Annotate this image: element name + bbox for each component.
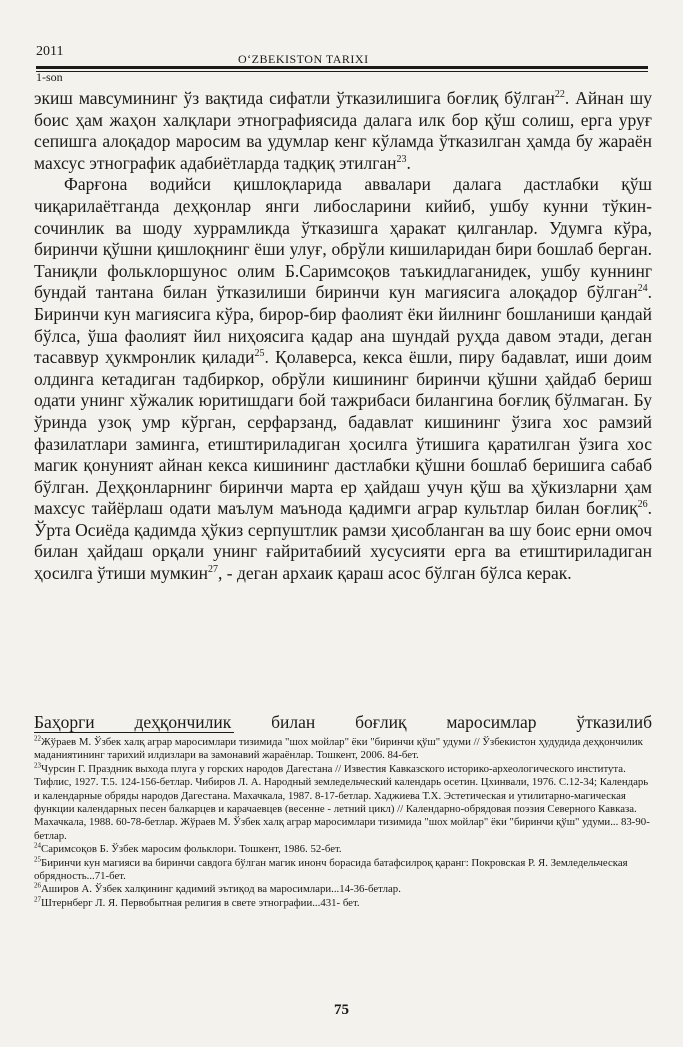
paragraph-2: Фарғона водийси қишлоқларида аввалари далага дастлабки қўш чиқарилаётганда деҳқонлар янги либосларини кийиб, ушбу кунни тўкин-сочинлик ва шоду хуррамликда ўтказишга ҳаракат қилганлар. Удумга кўра, биринчи қўшни қишлоқнинг ёши улуғ, обрўли кишиларидан бири бошлаб берган. Таниқли фольклоршунос олим Б.Саримсоқов таъкидлаганидек, ушбу куннинг бундай тантана билан ўтказилиши биринчи кун магиясига алоқадор бўлган$^{24}$. Биринчи кун магиясига кўра, бирор-бир фаолият ёки йилнинг бошланиши қандай бўлса, ўша фаолият йил ниҳоясига қадар ана шундай руҳда давом этади, деган тасаввур ҳукмронлик қилади$^{25}$. Қолаверса, кекса ёшли, пиру бадавлат, иши доим олдинга кетадиган тадбиркор, обрўли кишининг биринчи қўшни ҳайдаб бериш одати унинг хўжалик юритишдаги бой тажрибаси билангина боғлиқ бўлмаган. Бу ўринда узоқ умр кўрган, серфарзанд, бадавлат кишининг ўзига хос рамзий фазилатлари заминга, етиштириладиган ҳосилга ўтишига қаратилган ўзига хос магик қонуният айнан кекса кишининг дастлабки қўшни бошлаб беришига сабаб бўлган. Деҳқонларнинг биринчи марта ер ҳайдаш учун қўш ва ҳўкизларни ҳам махсус тайёрлаш одати маълум маънода қадимги аграр культлар билан боғлиқ$^{26}$. Ўрта Осиёда қадимда ҳўкиз серпуштлик рамзи ҳисобланган ва шу боис ерни омоч билан ҳайдаш орқали унинг ғайритабиий хусусияти ерга ва етиштириладиган ҳосилга ўтиши мумкин$^{27}$, - деган архаик қараш асос бўлган бўлса керак. <box>34 174 652 584</box>
footnote-ref: 26 <box>637 499 648 511</box>
header-rule-thick <box>36 66 648 69</box>
footnotes <box>34 736 652 910</box>
footnote-ref: 22 <box>554 89 565 101</box>
body-text <box>34 88 652 585</box>
footnote-ref: 27 <box>208 564 219 576</box>
footnote-26: $^{26}$Аширов А. Ўзбек халқининг қадимий эътиқод ва маросимлари...14-36-бетлар. <box>34 881 401 896</box>
footnote-25: $^{25}$Биринчи кун магияси ва биринчи савдога бўлган магик инонч борасида батафсилроқ қаранг: Покровская Р. Я. Земледельческая обрядность...71-бет. <box>34 855 628 883</box>
header-rule-thin <box>36 71 648 72</box>
footnote-ref: 23 <box>396 153 407 165</box>
header-year: 2011 <box>36 44 64 59</box>
footnote-separator <box>34 732 234 733</box>
section-continuation-line: Баҳорги деҳқончилик билан боғлиқ маросимлар ўтказилиб <box>34 712 652 732</box>
footnote-ref: 25 <box>254 348 265 360</box>
header-journal-title: O‘ZBEKISTON TARIXI <box>238 52 369 66</box>
paragraph-1: экиш мавсумининг ўз вақтида сифатли ўтказилишига боғлиқ бўлган$^{22}$. Айнан шу боис ҳам жаҳон халқлари этнографиясида далага илк бор қўш солиш, ерга уруғ сепишга алоқадор маросим ва удумлар кенг кўламда ўтказилган ҳамда бу жараён махсус этнографик адабиётларда тадқиқ этилган$^{23}$. <box>34 88 652 173</box>
footnote-23: $^{23}$Чурсин Г. Праздник выхода плуга у горских народов Дагестана // Известия Кавказского историко-археологического института. Тифлис, 1927. Т.5. 124-156-бетлар. Чибиров Л. А. Народный земледельческий календарь осетин. Цхинвали, 1976. С.12-34; Календарь и календарные обряды народов Дагестана. Махачкала, 1987. 8-17-бетлар. Хаджиева Т.Х. Эстетическая и утилитарно-магическая функции календарных песен балкарцев и карачаевцев (весенне - летний цикл) // Календарно-обрядовая поэзия Северного Кавказа. Махачкала, 1988. 60-78-бетлар. Жўраев М. Ўзбек халқ аграр маросимлари тизимида "шох мойлар" ёки "биринчи қўш" удуми... 83-90-бетлар. <box>34 761 650 842</box>
header-issue: 1-son <box>36 70 63 84</box>
page-number: 75 <box>334 1002 349 1018</box>
footnote-24: $^{24}$Саримсоқов Б. Ўзбек маросим фольклори. Тошкент, 1986. 52-бет. <box>34 841 342 856</box>
footnote-22: $^{22}$Жўраев М. Ўзбек халқ аграр маросимлари тизимида "шох мойлар" ёки "биринчи қўш" удуми // Ўзбекистон ҳудудида деҳқончилик маданиятининг тарихий илдизлари ва замонавий жараёнлар. Тошкент, 2006. 84-бет. <box>34 734 643 762</box>
footnote-27: $^{27}$Штернберг Л. Я. Первобытная религия в свете этнографии...431- бет. <box>34 895 360 909</box>
footnote-ref: 24 <box>637 283 648 295</box>
